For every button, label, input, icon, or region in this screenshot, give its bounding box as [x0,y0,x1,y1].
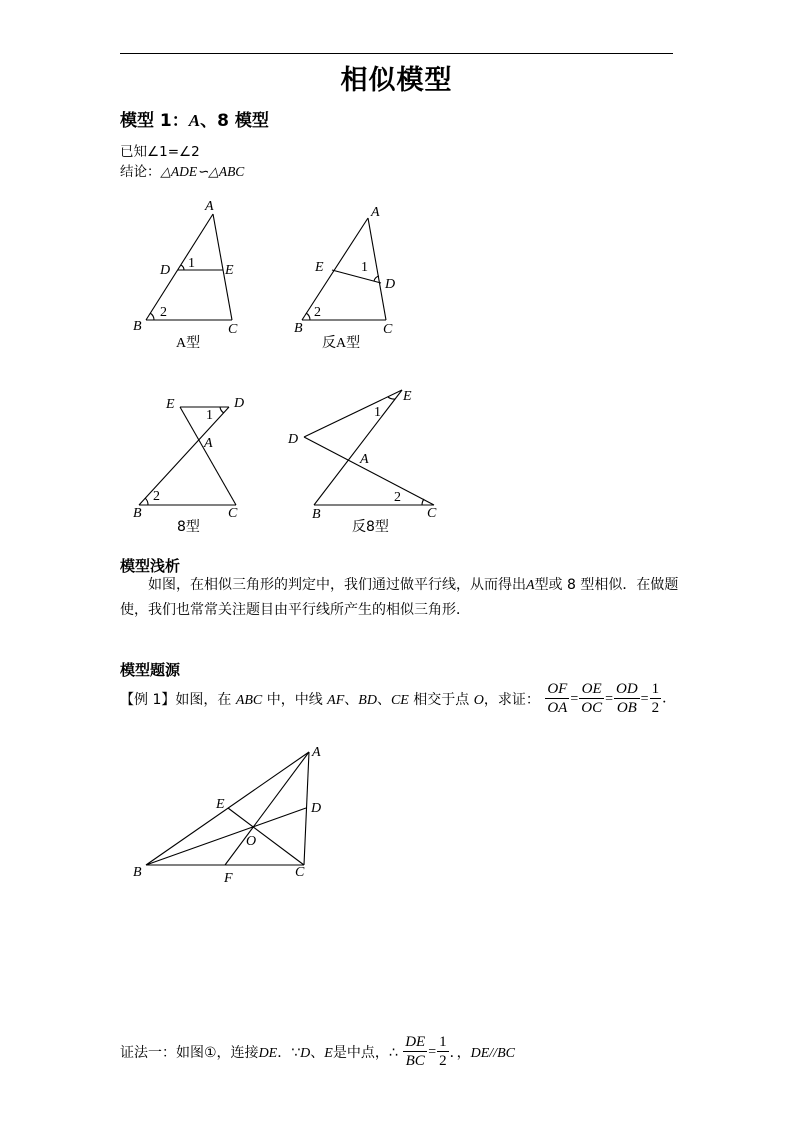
figure-reverse-8-type [304,390,434,505]
fig2-caption-prefix: 反 [322,336,336,351]
fig1-label-c: C [228,322,238,337]
example-text-1: 如图，在 [175,691,232,708]
fig4-label-c: C [427,506,437,521]
fraction-de-bc [403,1033,427,1070]
example-sep-2: 、 [376,691,391,708]
fig5-label-e: E [216,797,225,812]
fig2-label-e: E [315,260,324,275]
fig1-caption-math: A [176,336,187,351]
fig2-label-2: 2 [314,305,321,320]
proof-text-3: 、 [310,1044,325,1061]
example-statement [120,689,540,709]
proof-math-4: DE//BC [470,1045,515,1061]
fig4-segment-dc [304,437,434,505]
proof-line [120,1033,515,1070]
equals-sign-1: = [570,691,579,707]
fig4-segment-eb [314,390,402,505]
fig5-median-bd [146,808,306,865]
fig1-label-b: B [133,319,142,334]
proof-fraction-one-half [437,1033,449,1070]
fraction-de-bc-denominator: BC [405,1053,425,1069]
fig5-label-o: O [246,834,257,849]
proof-equals-sign: = [428,1044,437,1060]
fig4-label-e: E [403,389,412,404]
fig5-label-f: F [224,871,233,886]
fig3-label-e: E [166,397,175,412]
fig4-angle-1-arc [388,397,395,399]
example-label: 【例 1】 [120,691,176,708]
fraction-oe-oc-numerator: OE [579,680,604,699]
fig1-side-ab [146,214,213,320]
heading-math: A [188,111,201,130]
fig3-label-d: D [234,396,245,411]
fig2-caption-text: 型 [346,336,361,351]
proof-math-1: DE [258,1045,278,1061]
fig2-label-b: B [294,321,303,336]
fig3-label-a: A [204,436,213,451]
proof-math-3: E [324,1045,333,1061]
fig5-side-ab [146,752,309,865]
fig2-angle-2-arc [306,313,310,320]
fig2-caption [322,334,360,351]
proof-text-4: 是中点，∴ [332,1044,398,1061]
fraction-od-ob [614,680,640,717]
example-math-5: O [473,692,484,708]
fig2-caption-math: A [336,336,347,351]
example-math-3: BD [358,692,377,708]
example-text-4: ，求证： [483,691,540,708]
fraction-of-oa-denominator: OA [547,700,568,716]
fig3-label-c: C [228,506,238,521]
fig1-label-a: A [205,199,214,214]
analysis-paragraph [120,573,680,623]
fraction-oe-oc-denominator: OC [581,700,603,716]
fig1-label-2: 2 [160,305,167,320]
example-math-4: CE [390,692,409,708]
fig4-label-2: 2 [394,490,401,505]
proof-half-denominator: 2 [439,1053,447,1069]
fig4-segment-ed [304,390,402,437]
fig1-caption [176,334,200,351]
proof-text-5: ．， [449,1044,471,1061]
fraction-of-oa [545,680,569,717]
fig3-angle-1-arc [220,407,224,413]
example-math-1: ABC [235,692,263,708]
conclusion-math: △ADE∽△ABC [160,164,245,179]
example-1 [120,680,676,717]
proof-text-2: ．∵ [277,1044,301,1061]
fig4-caption: 反8型 [352,519,389,535]
fig2-label-c: C [383,322,393,337]
fig1-label-e: E [225,263,234,278]
fraction-de-bc-numerator: DE [405,1034,426,1050]
proof-statement [120,1042,398,1062]
proof-tail [450,1042,515,1062]
fig4-label-1: 1 [374,405,381,420]
fig3-label-1: 1 [206,408,213,423]
fraction-one-half [650,680,662,717]
fig2-side-ac [368,218,386,320]
analysis-text-2: 型或 8 型相似．在做题使，我们也常常关注题目由平行线所产生的相似三角形． [120,577,679,618]
figure-medians [146,752,309,865]
fig2-label-d: D [385,277,396,292]
fig5-label-b: B [133,865,142,880]
fraction-of-oa-numerator: OF [547,681,568,697]
fig1-angle-2-arc [150,313,154,320]
equals-sign-2: = [605,691,613,707]
proof-half-numerator: 1 [439,1034,447,1050]
fig5-median-af [225,752,309,865]
fraction-oe-oc [579,680,604,717]
fig5-label-a: A [312,745,321,760]
fig3-angle-2-arc [145,498,148,505]
fig2-segment-ed [332,270,381,283]
page-title: 相似模型 [340,65,453,96]
fig4-label-b: B [312,507,321,522]
example-end: ． [662,690,677,707]
fig2-side-ab [302,218,368,320]
proof-math-2: D [300,1045,311,1061]
fig5-median-ce [228,808,304,865]
heading-prefix: 模型 1： [120,111,189,131]
proof-text-1: 证法一：如图①，连接 [120,1044,259,1061]
fig2-label-1: 1 [361,260,368,275]
equals-sign-3: = [640,691,649,707]
fig1-label-d: D [160,263,171,278]
source-heading: 模型题源 [120,661,181,679]
example-math-2: AF [327,692,345,708]
example-text-2: 中，中线 [266,691,323,708]
analysis-text-math: A [526,578,535,593]
fig1-label-1: 1 [188,256,195,271]
example-text-3: 相交于点 [413,691,470,708]
fig4-label-d: D [288,432,299,447]
fig5-label-c: C [295,865,305,880]
example-sep-1: 、 [344,691,359,708]
fraction-one-half-denominator: 2 [651,700,660,716]
fig2-label-a: A [371,205,380,220]
fig3-label-b: B [133,506,142,521]
known-condition: 已知∠1=∠2 [120,144,200,160]
fig1-caption-text: 型 [186,336,201,351]
fig5-label-d: D [311,801,322,816]
conclusion-prefix: 结论： [120,164,161,180]
fig4-label-a: A [360,452,369,467]
fig3-caption: 8型 [177,519,200,535]
fig4-angle-2-arc [422,499,424,505]
heading-suffix: 、8 模型 [200,111,269,131]
fig1-angle-1-arc [181,265,184,270]
fraction-od-ob-numerator: OD [615,681,638,697]
fraction-od-ob-denominator: OB [616,700,637,716]
fraction-one-half-numerator: 1 [651,681,660,697]
analysis-text-1: 如图，在相似三角形的判定中，我们通过做平行线，从而得出 [148,577,526,593]
analysis-heading: 模型浅析 [120,557,181,575]
fig3-label-2: 2 [153,489,160,504]
